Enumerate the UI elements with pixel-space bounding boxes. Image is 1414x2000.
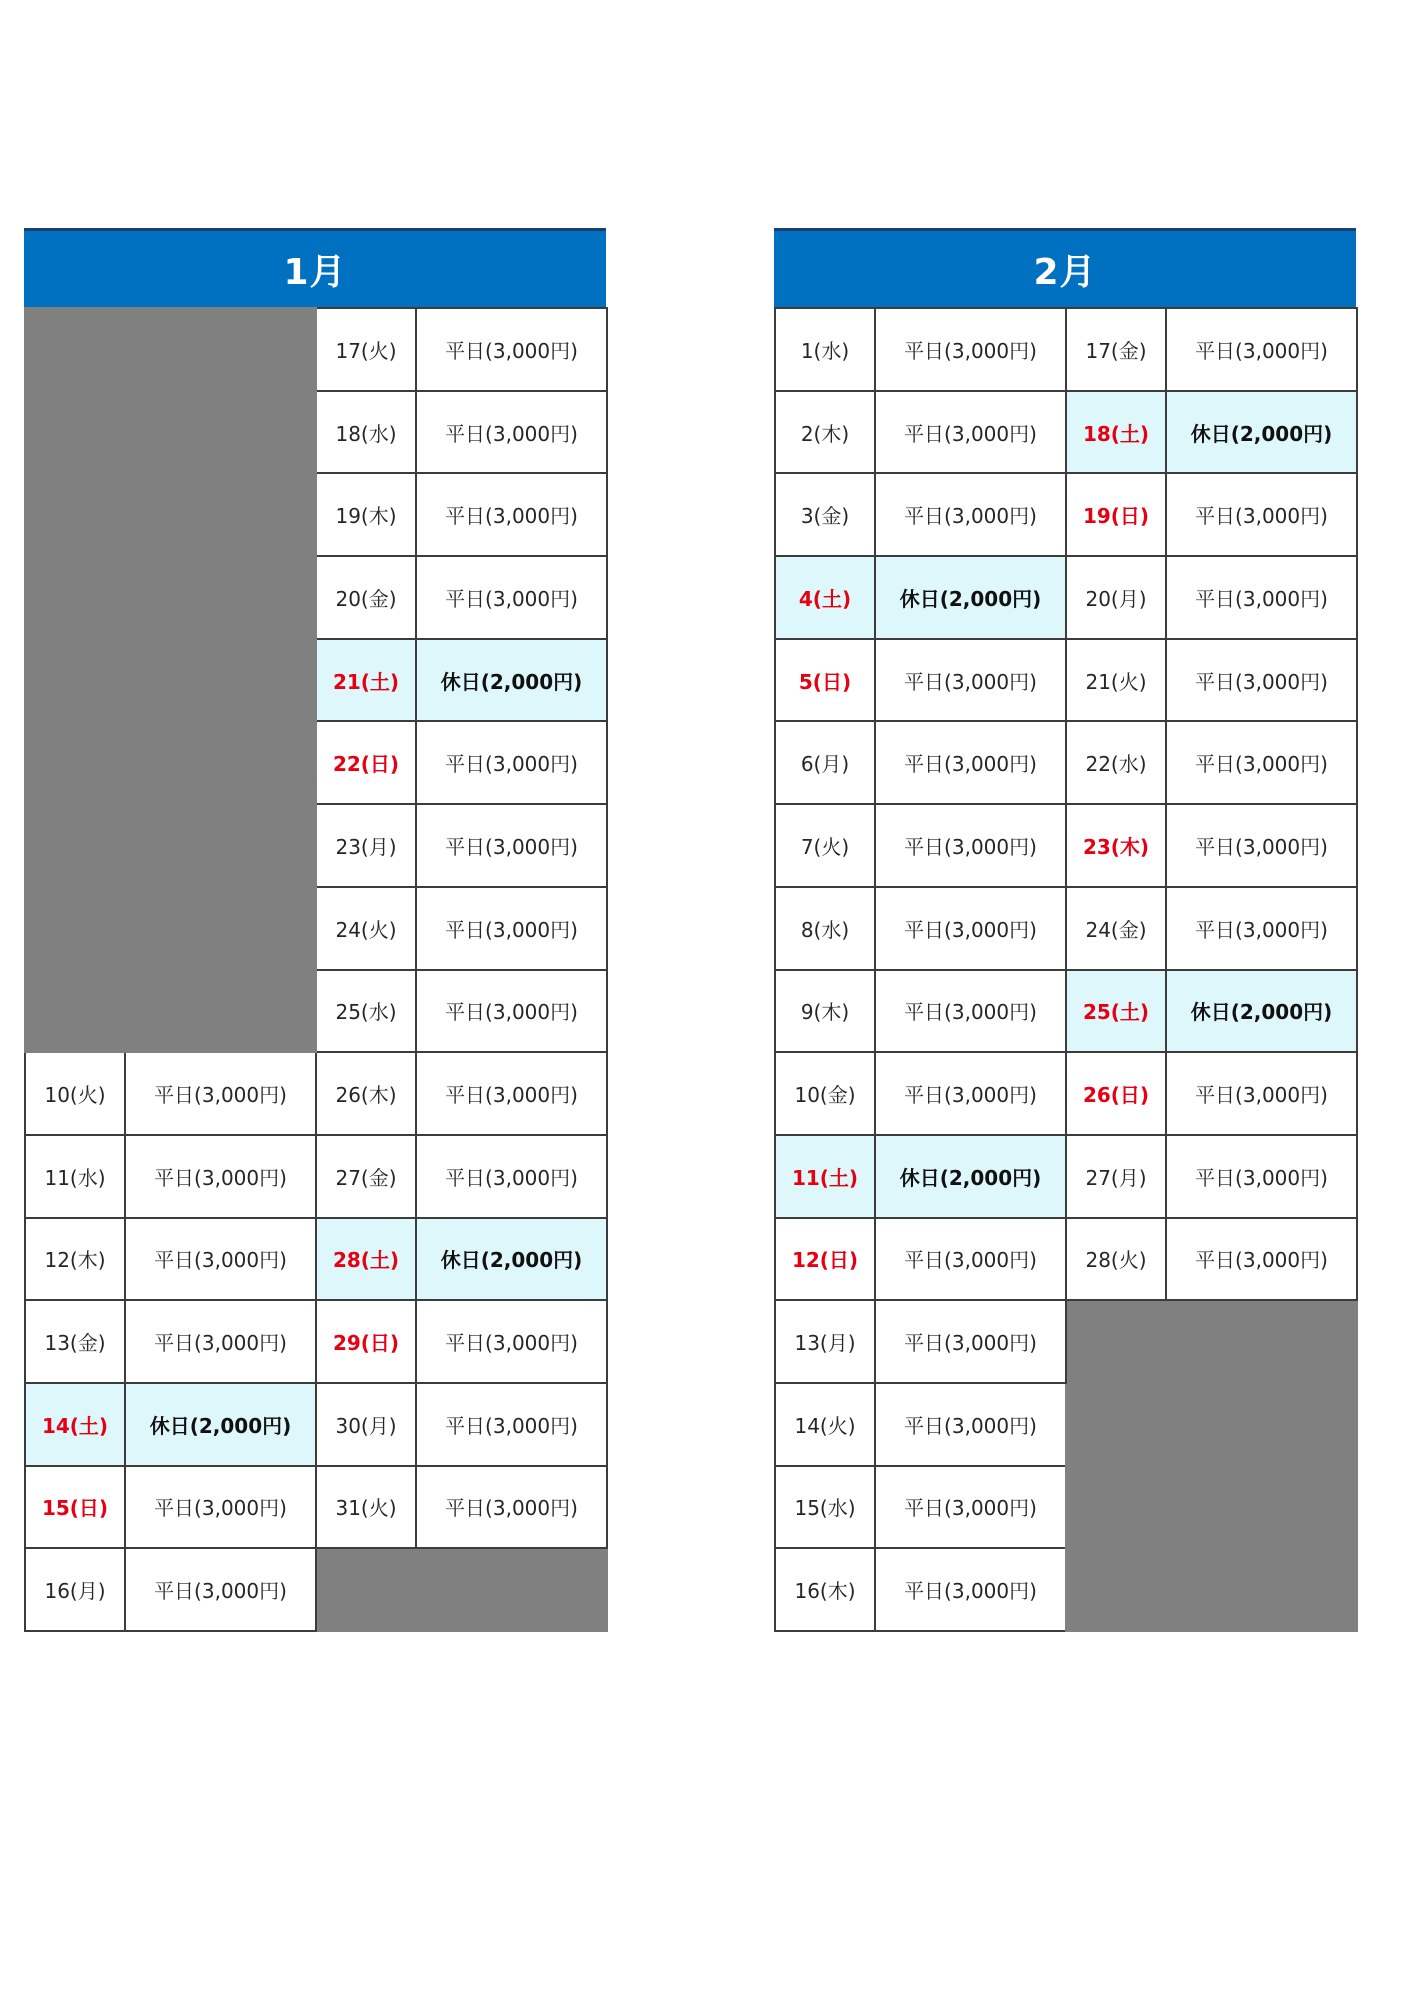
date-cell: 26(木) xyxy=(316,1052,416,1135)
price-cell: 平日(3,000円) xyxy=(1166,804,1357,887)
table-row xyxy=(775,391,1357,474)
price-cell: 平日(3,000円) xyxy=(125,1548,316,1631)
date-cell: 23(月) xyxy=(316,804,416,887)
date-cell: 5(日) xyxy=(775,639,875,722)
table-row xyxy=(775,970,1357,1053)
date-cell: 17(金) xyxy=(1066,308,1166,391)
table-row xyxy=(25,1052,607,1135)
price-cell: 休日(2,000円) xyxy=(125,1383,316,1466)
price-cell: 平日(3,000円) xyxy=(1166,1218,1357,1301)
date-cell: 13(月) xyxy=(775,1300,875,1383)
date-cell: 18(水) xyxy=(316,391,416,474)
price-cell: 平日(3,000円) xyxy=(416,556,607,639)
date-cell: 20(金) xyxy=(316,556,416,639)
table-row xyxy=(775,473,1357,556)
price-cell: 平日(3,000円) xyxy=(875,1548,1066,1631)
table-row xyxy=(25,1548,607,1631)
price-cell: 平日(3,000円) xyxy=(875,887,1066,970)
date-cell: 4(土) xyxy=(775,556,875,639)
table-row xyxy=(775,1135,1357,1218)
table-row xyxy=(775,804,1357,887)
price-cell: 平日(3,000円) xyxy=(416,1135,607,1218)
price-cell: 平日(3,000円) xyxy=(125,1218,316,1301)
price-cell: 平日(3,000円) xyxy=(125,1052,316,1135)
date-cell: 27(金) xyxy=(316,1135,416,1218)
calendar-january xyxy=(24,228,606,1632)
date-cell: 7(火) xyxy=(775,804,875,887)
date-cell: 24(火) xyxy=(316,887,416,970)
price-cell: 平日(3,000円) xyxy=(416,804,607,887)
date-cell: 28(土) xyxy=(316,1218,416,1301)
date-cell: 23(木) xyxy=(1066,804,1166,887)
price-cell: 平日(3,000円) xyxy=(416,887,607,970)
price-cell: 平日(3,000円) xyxy=(416,391,607,474)
table-row xyxy=(775,639,1357,722)
price-cell: 平日(3,000円) xyxy=(875,473,1066,556)
price-cell: 平日(3,000円) xyxy=(1166,887,1357,970)
price-cell: 平日(3,000円) xyxy=(125,1300,316,1383)
table-row xyxy=(25,1300,607,1383)
date-cell: 12(日) xyxy=(775,1218,875,1301)
date-cell: 16(月) xyxy=(25,1548,125,1631)
date-cell: 21(火) xyxy=(1066,639,1166,722)
price-cell: 平日(3,000円) xyxy=(1166,1135,1357,1218)
date-cell: 15(水) xyxy=(775,1466,875,1549)
calendar-february xyxy=(774,228,1356,1632)
date-cell: 11(土) xyxy=(775,1135,875,1218)
date-cell: 10(金) xyxy=(775,1052,875,1135)
table-row xyxy=(25,1218,607,1301)
price-cell: 平日(3,000円) xyxy=(1166,639,1357,722)
month-title: 1月 xyxy=(24,228,606,307)
price-cell: 平日(3,000円) xyxy=(875,970,1066,1053)
calendar-table xyxy=(774,307,1358,1632)
date-cell: 12(木) xyxy=(25,1218,125,1301)
table-row xyxy=(775,308,1357,391)
date-cell: 14(土) xyxy=(25,1383,125,1466)
price-cell: 平日(3,000円) xyxy=(875,639,1066,722)
price-cell: 休日(2,000円) xyxy=(875,556,1066,639)
price-cell: 平日(3,000円) xyxy=(416,1300,607,1383)
date-cell: 30(月) xyxy=(316,1383,416,1466)
date-cell: 19(日) xyxy=(1066,473,1166,556)
table-row xyxy=(25,1135,607,1218)
date-cell: 27(月) xyxy=(1066,1135,1166,1218)
date-cell: 15(日) xyxy=(25,1466,125,1549)
date-cell: 1(水) xyxy=(775,308,875,391)
table-row xyxy=(25,1466,607,1549)
date-cell: 22(日) xyxy=(316,721,416,804)
date-cell: 18(土) xyxy=(1066,391,1166,474)
price-cell: 平日(3,000円) xyxy=(875,1052,1066,1135)
date-cell: 11(水) xyxy=(25,1135,125,1218)
price-cell: 平日(3,000円) xyxy=(416,308,607,391)
date-cell: 8(水) xyxy=(775,887,875,970)
empty-block xyxy=(1066,1300,1357,1631)
date-cell: 19(木) xyxy=(316,473,416,556)
date-cell: 16(木) xyxy=(775,1548,875,1631)
price-cell: 休日(2,000円) xyxy=(875,1135,1066,1218)
price-cell: 平日(3,000円) xyxy=(875,308,1066,391)
price-cell: 平日(3,000円) xyxy=(416,721,607,804)
date-cell: 29(日) xyxy=(316,1300,416,1383)
price-cell: 平日(3,000円) xyxy=(125,1466,316,1549)
price-cell: 平日(3,000円) xyxy=(875,391,1066,474)
price-cell: 平日(3,000円) xyxy=(1166,556,1357,639)
date-cell: 9(木) xyxy=(775,970,875,1053)
price-cell: 平日(3,000円) xyxy=(875,804,1066,887)
price-cell: 平日(3,000円) xyxy=(125,1135,316,1218)
date-cell: 25(土) xyxy=(1066,970,1166,1053)
table-row xyxy=(775,1052,1357,1135)
table-row xyxy=(775,1300,1357,1383)
date-cell: 31(火) xyxy=(316,1466,416,1549)
date-cell: 10(火) xyxy=(25,1052,125,1135)
date-cell: 22(水) xyxy=(1066,721,1166,804)
date-cell: 14(火) xyxy=(775,1383,875,1466)
price-cell: 休日(2,000円) xyxy=(416,1218,607,1301)
price-cell: 平日(3,000円) xyxy=(1166,308,1357,391)
table-row xyxy=(775,556,1357,639)
date-cell: 25(水) xyxy=(316,970,416,1053)
price-cell: 平日(3,000円) xyxy=(875,721,1066,804)
date-cell: 24(金) xyxy=(1066,887,1166,970)
price-cell: 平日(3,000円) xyxy=(875,1218,1066,1301)
date-cell: 21(土) xyxy=(316,639,416,722)
date-cell: 3(金) xyxy=(775,473,875,556)
date-cell: 13(金) xyxy=(25,1300,125,1383)
table-row xyxy=(775,721,1357,804)
price-cell: 平日(3,000円) xyxy=(416,1052,607,1135)
price-cell: 休日(2,000円) xyxy=(416,639,607,722)
date-cell: 17(火) xyxy=(316,308,416,391)
date-cell: 2(木) xyxy=(775,391,875,474)
empty-block xyxy=(316,1548,607,1631)
price-cell: 平日(3,000円) xyxy=(416,1383,607,1466)
price-cell: 平日(3,000円) xyxy=(875,1466,1066,1549)
date-cell: 26(日) xyxy=(1066,1052,1166,1135)
price-cell: 平日(3,000円) xyxy=(416,473,607,556)
price-cell: 平日(3,000円) xyxy=(875,1300,1066,1383)
calendar-table xyxy=(24,307,608,1632)
date-cell: 6(月) xyxy=(775,721,875,804)
price-cell: 平日(3,000円) xyxy=(1166,1052,1357,1135)
price-cell: 平日(3,000円) xyxy=(416,970,607,1053)
table-row xyxy=(775,887,1357,970)
price-cell: 平日(3,000円) xyxy=(875,1383,1066,1466)
date-cell: 28(火) xyxy=(1066,1218,1166,1301)
table-row xyxy=(25,1383,607,1466)
price-cell: 休日(2,000円) xyxy=(1166,970,1357,1053)
table-row xyxy=(775,1218,1357,1301)
table-row xyxy=(25,308,607,391)
price-cell: 休日(2,000円) xyxy=(1166,391,1357,474)
price-cell: 平日(3,000円) xyxy=(1166,721,1357,804)
price-cell: 平日(3,000円) xyxy=(1166,473,1357,556)
date-cell: 20(月) xyxy=(1066,556,1166,639)
empty-block xyxy=(25,308,316,1052)
month-title: 2月 xyxy=(774,228,1356,307)
price-cell: 平日(3,000円) xyxy=(416,1466,607,1549)
